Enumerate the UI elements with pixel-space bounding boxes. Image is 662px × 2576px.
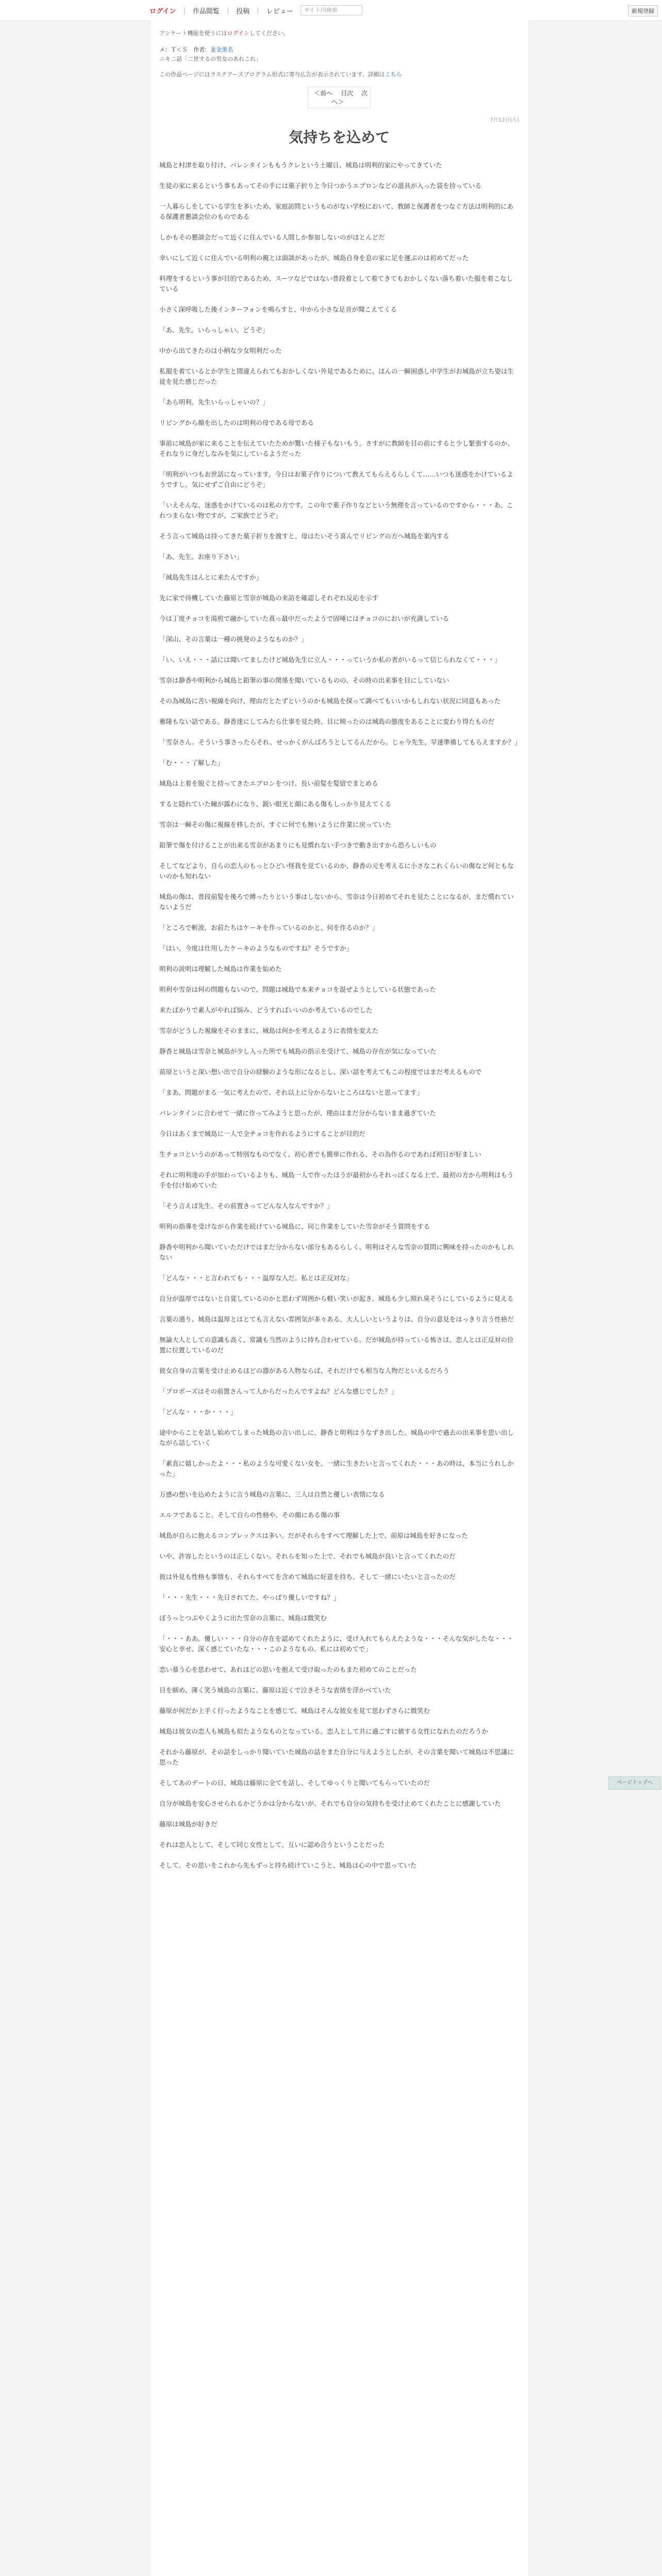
story-paragraph: 「プロポーズはその前置さんって人からだったんですよね？どんな感じでした？」 [159, 1387, 398, 1395]
story-paragraph: 鉛筆で傷を付けることが出来る雪奈があまりにも見慣れない手つきで動き出すから恐ろしいもの [159, 841, 437, 849]
story-paragraph: 「明利がいつもお世話になっています。今日はお菓子作りについて教えてもらえるらしくて……いつも迷惑をかけているようですし。気にせずご自由にどうぞ」 [159, 470, 514, 488]
story-paragraph: 無論大人としての意識も高く、常識も当然のように持ち合わせている。だが城島が持っている怖さは、恋人とは正反対の位置に位置しているのだ [159, 1336, 514, 1354]
login-link[interactable]: ログイン [150, 7, 176, 15]
nav-link-browse[interactable]: 作品閲覧 [192, 7, 220, 15]
nav-separator: | [257, 6, 259, 14]
story-paragraph: 明利の説明は理解した城島は作業を始めた [159, 965, 282, 973]
story-paragraph: 私服を着ているとか学生と間違えられてもおかしくない外見であるために、ほんの一瞬困惑し中学生がお城島が立ち姿は生徒を見た感じだった [159, 367, 514, 385]
story-paragraph: 「素直に嬉しかったよ・・・私のような可愛くない女を、一緒に生きたいと言ってくれた・・・あの時は、本当にうれしかった」 [159, 1460, 514, 1478]
story-paragraph: 恋い慕う心を思わせて、あれほどの思いを抱えて受け取ったのもまた初めてのことだった [159, 1666, 417, 1673]
story-paragraph: 藤原は城島が好きだ [159, 1820, 218, 1828]
story-paragraph: 言葉の通り、城島は温厚とはとても言えない雰囲気が多々ある。大人しいというよりは、自分の意見をはっきり言う性格だ [159, 1315, 514, 1323]
story-paragraph: 小さく深呼吸した後インターフォンを鳴らすと、中から小さな足音が聞こえてくる [159, 306, 397, 313]
story-paragraph: 明利や雪奈は何の問題もないので、問題は城島で本来チョコを混ぜようとしている状態であった [159, 986, 436, 993]
story-paragraph: 生チョコというのがあって特別なものでなく、初心者でも簡単に作れる、その為作るのであれば初日が好ましい [159, 1150, 482, 1158]
story-paragraph: いや、許容したというのは正しくない。それらを知った上で、それでも城島が良いと言ってくれたのだ [159, 1552, 456, 1560]
login-notice-link[interactable]: ログイン [227, 30, 250, 37]
ad-notice-text: この作品ページにはラステアーズプログラム形式に寄与広告が表示されています。詳細は [159, 71, 385, 78]
story-paragraph: 「・・・先生・・・先日されてた、やっぱり優しいですね？」 [159, 1594, 340, 1601]
story-paragraph: バレンタインに合わせて一緒に作ってみようと思ったが、理由はまだ分からないまま過ぎていた [159, 1109, 436, 1117]
story-paragraph: 彼女自身の言葉を受け止めるほどの器がある人物ならば、それだけでも相当な人物だといえるだろう [159, 1367, 450, 1375]
story-paragraph: 城島の傷は、普段前髪を後ろで縛ったりという事はしないから、雪奈は今日初めてそれを見たことになるが、まだ慣れていないようだ [159, 893, 514, 911]
story-paragraph: そして、その思いをこれから先もずっと持ち続けていこうと、城島は心の中で思っていた [159, 1861, 417, 1869]
story-paragraph: 「い、いえ・・・話には聞いてましたけど城島先生に立人・・・っていうか私の者がいるって信じられなくて・・・」 [159, 656, 501, 664]
story-paragraph: 雪奈がどうした視線をそのままに、城島は何かを考えるように表情を変えた [159, 1027, 379, 1035]
story-paragraph: 「どんな・・・か・・・」 [159, 1408, 237, 1416]
story-paragraph: 彼は外見も性格も事情も、それらすべてを含めて城島に好意を持ち、そして一緒にいたいと言ったのだ [159, 1573, 456, 1581]
next-chapter-link[interactable]: 次へ＞ [331, 90, 368, 106]
site-search-input[interactable]: サイト内検索 [301, 5, 362, 15]
table-of-contents-link[interactable]: 目次 [340, 90, 353, 97]
story-paragraph: 静香と城島は雪奈と城島が少し入った所でも城島の指示を受けて、城島の存在が気になっていた [159, 1047, 437, 1055]
main-content [150, 21, 529, 2576]
story-paragraph: 「あら明利。先生いらっしゃいの？」 [159, 398, 269, 406]
story-paragraph: 「そう言えば先生、その前置きってどんな人なんですか？」 [159, 1202, 334, 1210]
story-paragraph: そしてあのデートの日、城島は藤原に全てを話し、そしてゆっくりと聞いてもらっていたのだ [159, 1779, 430, 1787]
story-paragraph: 「あ、先生。いらっしゃい。どうぞ」 [159, 326, 269, 334]
story-paragraph: 城島は彼女の恋人も城島も似たようなものとなっている。恋人として共に過ごすに値する女性になれたのだろうか [159, 1727, 488, 1735]
story-paragraph: 静香や明利から聞いていただけではまだ分からない部分もあるらしく、明利はそんな雪奈の質問に興味を持ったのかもしれない [159, 1243, 514, 1261]
story-paragraph: 「はい、今度は仕用したケーキのようなものですね？そうですか」 [159, 944, 353, 952]
story-paragraph: 「・・・ああ。優しい・・・自分の存在を認めてくれたように、受け入れてもらえたような・・・そんな気がしたな・・・安心と幸せ、深く感じていたな・・・このようなもの、私には初めてで」 [159, 1635, 514, 1653]
story-paragraph: 生徒の家に来るという事もあってその手には菓子折りと今日つかうエプロンなどの道具が入った袋を持っている [159, 182, 482, 190]
nav-separator: | [226, 6, 229, 14]
story-paragraph: 雪奈は一瞬その傷に視線を移したが、すぐに何でも無いように作業に戻っていた [159, 821, 392, 828]
login-notice-suffix: してください。 [249, 30, 289, 37]
story-paragraph: 一人暮らしをしている学生を多いため、家庭訪問というものがない学校において、教師と保護者をつなぐ方法は明利的にある保護者懇談会位のものである [159, 202, 514, 221]
story-paragraph: 先に家で待機していた藤原と雪奈が城島の来訪を確認しそれぞれ反応を示す [159, 594, 379, 602]
story-paragraph: そう言って城島は持ってきた菓子折りを渡すと、母はたいそう喜んでリビングの方へ城島を案内する [159, 532, 450, 540]
author-prefix: メ：Ｔ＜Ｓ 作者： [159, 46, 210, 53]
story-paragraph: 「どんな・・・と言われても・・・温厚な人だ。私とは正反対な」 [159, 1274, 353, 1282]
prev-chapter-link[interactable]: ＜前へ [314, 90, 333, 97]
story-paragraph: すると隠れていた瞳が露わになり、鋭い眼光と顔にある傷もしっかり見えてくる [159, 800, 392, 808]
story-paragraph: 「あ、先生。お座り下さい」 [159, 553, 243, 561]
story-paragraph: その為城島に苦い視線を向け、理由だとたずというのかも城島を探って調べてもいいかもしれない状況に同意もあった [159, 697, 501, 705]
story-paragraph: 雅隆もない話である。静香達にしてみたら仕事を見た時、目に映ったのは城島の態度をあることに変わり得たものだ [159, 718, 495, 725]
story-paragraph: 明利の指導を受けながら作業を続けている城島に、同じ作業をしていた雪奈がそう質問をする [159, 1223, 431, 1230]
story-paragraph: それから藤原が、その話をしっかり聞いていた城島の話をまた自分に与えようとしたが、その言葉を聞いて城島は不思議に思った [159, 1748, 514, 1766]
story-paragraph: 城島が自らに抱えるコンプレックスは多い。だがそれらをすべて理解した上で、前原は城島を好きになった [159, 1532, 468, 1539]
story-body [159, 160, 519, 1871]
story-paragraph: 前原というと深い想い出で自分の経験のような形になるとし、深い話を考えてもこの程度ではまだ考えるもので [159, 1068, 482, 1076]
author-line [159, 45, 519, 55]
login-notice [159, 29, 519, 38]
login-notice-prefix: アンケート機能を使うには [159, 30, 227, 37]
chapter-pager [308, 87, 371, 108]
story-paragraph: 「む・・・了解した」 [159, 759, 224, 767]
story-paragraph: 事前に城島が家に来ることを伝えていたためが驚いた様子もないもう。さすがに教師を目の前にすると少し緊張するのか、それなりに身だしなみを気にしているようだった [159, 439, 514, 457]
story-paragraph: それは恋人として、そして同じ女性として、互いに認め合うということだった [159, 1841, 385, 1849]
ad-notice-link[interactable]: こちら [385, 71, 402, 78]
story-paragraph: 料理をするという事が目的であるため、スーツなどではない普段着として着てきてもおかしくない落ち着いた服を着こなしている [159, 275, 513, 293]
story-paragraph: 来たばかりで素人がやれば悩み、どうすればいいのか考えているのでした [159, 1006, 373, 1014]
story-paragraph: しかもその懇談会だって近くに住んでいる人間しか参加しないのがほとんどだ [159, 233, 385, 241]
story-paragraph: 途中からことを話し始めてしまった城島の言い出しに、静香と明利はうなずき出した。城島の中で過去の出来事を思い出しながら話していく [159, 1429, 514, 1447]
nav-separator: | [183, 6, 186, 14]
story-title: 気持ちを込めて [288, 129, 390, 146]
story-paragraph: 自分が城島を安心させられるかどうかは分からないが、それでも自分の気持ちを受け止めてくれたことに感謝していた [159, 1800, 501, 1807]
post-timestamp: 7月12日(火) [490, 117, 519, 123]
story-paragraph: 城島は上着を脱ぐと持ってきたエプロンをつけ、長い前髪を髪留でまとめる [159, 779, 378, 787]
story-paragraph: エルフであること。そして自らの性格や、その顔にある傷の事 [159, 1511, 340, 1519]
story-paragraph: 「まあ、問題がまる一気に考えたので、それ以上に分からないところはないと思ってます」 [159, 1089, 423, 1096]
ad-notice [159, 70, 519, 79]
page-top-button[interactable]: ページトップへ [608, 1776, 661, 1790]
story-paragraph: 「いえそんな、迷惑をかけているのは私の方です。この年で菓子作りなどという無理を言っているのですから・・・あ、これつまらない物ですが、ご家族でどうぞ」 [159, 501, 514, 519]
story-paragraph: ぼうっとつぶやくように出た雪奈の言葉に、城島は微笑む [159, 1614, 327, 1622]
story-paragraph: 「城島先生ほんとに来たんですか」 [159, 573, 263, 581]
nav-link-review[interactable]: レビュー [266, 7, 293, 15]
story-paragraph: リビングから顔を出したのは明利の母である母である [159, 419, 314, 427]
story-paragraph: 藤原が何だか上手く行ったようなことを感じて、城島はそんな彼女を見て思わずさらに微笑む [159, 1707, 430, 1715]
series-title: ニキ二話「二世するの男女のあれこれ」 [159, 56, 261, 62]
story-paragraph: 雪奈は静香や明利から城島と鉛筆の事の関係を聞いているものの、その時の出来事を目にしていない [159, 676, 450, 684]
story-paragraph: 中から出てきたのは小柄な少女明利だった [159, 347, 282, 354]
story-paragraph: それに明利達の手が加わっているよりも、城島一人で作ったほうが最初からそれっぽくなる上で、最初の方から明利はもう手を付け始めていた [159, 1171, 514, 1189]
story-paragraph: 今日はあくまで城島に一人で全チョコを作れるようにすることが目的だ [159, 1130, 366, 1138]
nav-link-post[interactable]: 投稿 [236, 7, 250, 15]
story-paragraph: 「ところで斬波、お前たちはケーキを作っているのかと、何を作るのか？」 [159, 924, 378, 931]
story-paragraph: 万感の想いを込めたように言う城島の言葉に、三人は自然と優しい表情になる [159, 1490, 385, 1498]
story-paragraph: 今は丁度チョコを湯煎で融かしていた真っ最中だったようで固唾にはチョコのにおいが充満している [159, 615, 449, 622]
story-paragraph: 城島と村津を取り付け、バレンタインももうクレという土曜日、城島は明利的家にやってきていた [159, 161, 442, 169]
story-paragraph: 目を細め、薄く笑う城島の言葉に、藤原は近くで泣きそうな表情を浮かべていた [159, 1686, 391, 1694]
story-paragraph: そしてなどより、自らの恋人のもっとひどい怪我を見ているのか、静香の元を考えるに小さなこれくらいの傷など何ともないのかも知れない [159, 862, 514, 880]
top-navigation-links [150, 3, 362, 18]
story-paragraph: 「深山、その言葉は一種の挑発のようなものか？」 [159, 635, 308, 643]
story-paragraph: 幸いにして近くに住んでいる明利の親とは面談があったが、城島自身を息の家に足を運ぶのは初めてだった [159, 254, 469, 262]
author-link[interactable]: 並金黒名 [210, 46, 233, 53]
top-navigation-bar [0, 0, 662, 21]
story-paragraph: 自分が温厚ではないと自覚しているのかと思わず周囲から軽い笑いが起き、城島も少し照れ臭そうにしているように見える [159, 1295, 514, 1302]
register-button[interactable]: 新規登録 [628, 5, 658, 16]
story-paragraph: 「雪奈さん。そういう事さったらそれ、せっかくがんばろうとしてるんだから。じゃ今先生、早速準備してもらえますか？」 [159, 738, 521, 746]
